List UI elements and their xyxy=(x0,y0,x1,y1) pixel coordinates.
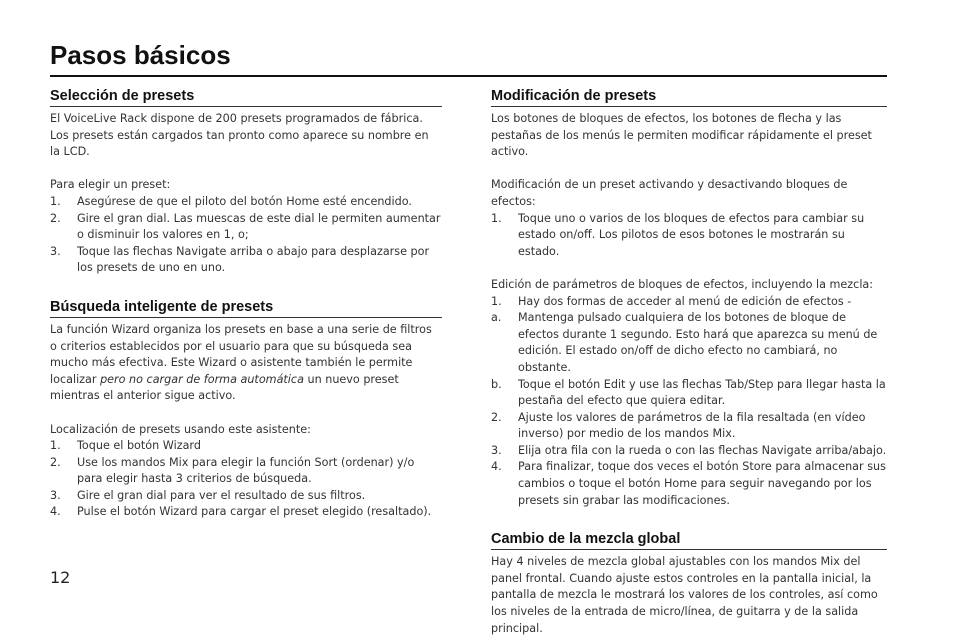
list-text: Hay dos formas de acceder al menú de edición de efectos - xyxy=(518,294,852,308)
list-number: 2. xyxy=(491,410,502,424)
list-item xyxy=(50,488,442,505)
list-text: Gire el gran dial. Las muescas de este dial le permiten aumentar o disminuir los valores en 1, o; xyxy=(77,211,441,242)
steps-list-edit-params xyxy=(491,294,887,510)
list-text: Toque las flechas Navigate arriba o abajo para desplazarse por los presets de uno en uno. xyxy=(77,244,430,275)
list-item xyxy=(491,294,887,311)
list-item xyxy=(491,443,887,460)
right-column xyxy=(491,88,887,637)
list-text: Elija otra fila con la rueda o con las flechas Navigate arriba/abajo. xyxy=(518,443,887,457)
list-item xyxy=(491,377,887,410)
paragraph-wizard-lead: Localización de presets usando este asistente: xyxy=(50,422,311,436)
list-item xyxy=(50,211,442,244)
page-title: Pasos básicos xyxy=(50,40,231,70)
section-heading-preset-modification: Modificación de presets xyxy=(491,88,887,107)
list-item xyxy=(50,438,442,455)
section-heading-global-mix: Cambio de la mezcla global xyxy=(491,531,887,550)
list-number: b. xyxy=(491,377,502,391)
list-number: 3. xyxy=(491,443,502,457)
list-item xyxy=(491,410,887,443)
list-text: Para finalizar, toque dos veces el botón Store para almacenar sus cambios o toque el botón Home para seguir navegando por los presets sin grabar las modificaciones. xyxy=(518,460,886,507)
list-number: a. xyxy=(491,311,502,325)
paragraph-toggle-blocks-lead: Modificación de un preset activando y desactivando bloques de efectos: xyxy=(491,178,848,208)
list-text: Mantenga pulsado cualquiera de los botones de bloque de efectos durante 1 segundo. Esto hará que aparezca su menú de edición. El estado on/off de dicho efecto no cambiará, no obstante. xyxy=(518,311,878,374)
paragraph-wizard-intro xyxy=(50,322,442,405)
wizard-intro-text-a: La función Wizard organiza los presets en base a una serie de filtros o criterios establecidos por el usuario para que su búsqueda sea mucho más efectiva. Este Wizard o asistente también le permite localizar xyxy=(50,322,432,386)
list-text: Ajuste los valores de parámetros de la fila resaltada (en vídeo inverso) por medio de los mandos Mix. xyxy=(518,410,866,441)
paragraph-preset-intro: El VoiceLive Rack dispone de 200 presets programados de fábrica. Los presets están cargados tan pronto como aparece su nombre en la LCD. xyxy=(50,112,429,159)
list-text: Asegúrese de que el piloto del botón Home esté encendido. xyxy=(77,194,412,208)
section-preset-selection xyxy=(50,88,442,277)
list-item xyxy=(491,211,887,261)
list-item xyxy=(491,310,887,376)
list-item xyxy=(50,244,442,277)
paragraph-choose-preset-lead: Para elegir un preset: xyxy=(50,178,171,192)
list-text: Gire el gran dial para ver el resultado de sus filtros. xyxy=(77,488,366,502)
list-number: 1. xyxy=(491,211,502,225)
steps-list-wizard xyxy=(50,438,442,521)
list-item xyxy=(50,504,442,521)
section-heading-preset-selection: Selección de presets xyxy=(50,88,442,107)
section-heading-smart-search: Búsqueda inteligente de presets xyxy=(50,299,442,318)
list-number: 1. xyxy=(50,439,61,453)
paragraph-edit-params-lead: Edición de parámetros de bloques de efectos, incluyendo la mezcla: xyxy=(491,277,874,291)
list-item xyxy=(491,459,887,509)
list-text: Toque el botón Edit y use las flechas Tab/Step para llegar hasta la pestaña del efecto que quiera editar. xyxy=(518,377,886,408)
paragraph-global-mix-intro: Hay 4 niveles de mezcla global ajustables con los mandos Mix del panel frontal. Cuando ajuste estos controles en la pantalla inicial, la pantalla de mezcla le mostrará los valores de los controles, así como los niveles de la entrada de micro/línea, de guitarra y de la salida principal. xyxy=(491,555,878,635)
list-text: Toque el botón Wizard xyxy=(77,439,201,453)
steps-list-toggle-blocks xyxy=(491,211,887,261)
list-number: 4. xyxy=(491,460,502,474)
steps-list-preset-selection xyxy=(50,194,442,277)
title-rule xyxy=(50,75,887,77)
paragraph-modification-intro: Los botones de bloques de efectos, los botones de flecha y las pestañas de los menús le permiten modificar rápidamente el preset activo. xyxy=(491,112,872,159)
list-number: 4. xyxy=(50,505,61,519)
wizard-intro-italic: pero no cargar de forma automática xyxy=(100,372,304,386)
list-number: 2. xyxy=(50,211,61,225)
list-number: 2. xyxy=(50,455,61,469)
section-global-mix xyxy=(491,531,887,637)
left-column xyxy=(50,88,442,521)
list-number: 1. xyxy=(491,294,502,308)
list-item xyxy=(50,194,442,211)
section-preset-modification xyxy=(491,88,887,509)
list-number: 3. xyxy=(50,244,61,258)
page-number: 12 xyxy=(50,568,71,587)
list-text: Toque uno o varios de los bloques de efectos para cambiar su estado on/off. Los pilotos de esos botones le mostrarán su estado. xyxy=(518,211,865,258)
wizard-intro-text-b: un nuevo preset mientras el anterior sigue activo. xyxy=(50,372,399,403)
list-number: 3. xyxy=(50,488,61,502)
list-number: 1. xyxy=(50,194,61,208)
section-smart-preset-search xyxy=(50,299,442,521)
list-text: Pulse el botón Wizard para cargar el preset elegido (resaltado). xyxy=(77,505,432,519)
list-text: Use los mandos Mix para elegir la función Sort (ordenar) y/o para elegir hasta 3 criterios de búsqueda. xyxy=(77,455,415,486)
list-item xyxy=(50,455,442,488)
